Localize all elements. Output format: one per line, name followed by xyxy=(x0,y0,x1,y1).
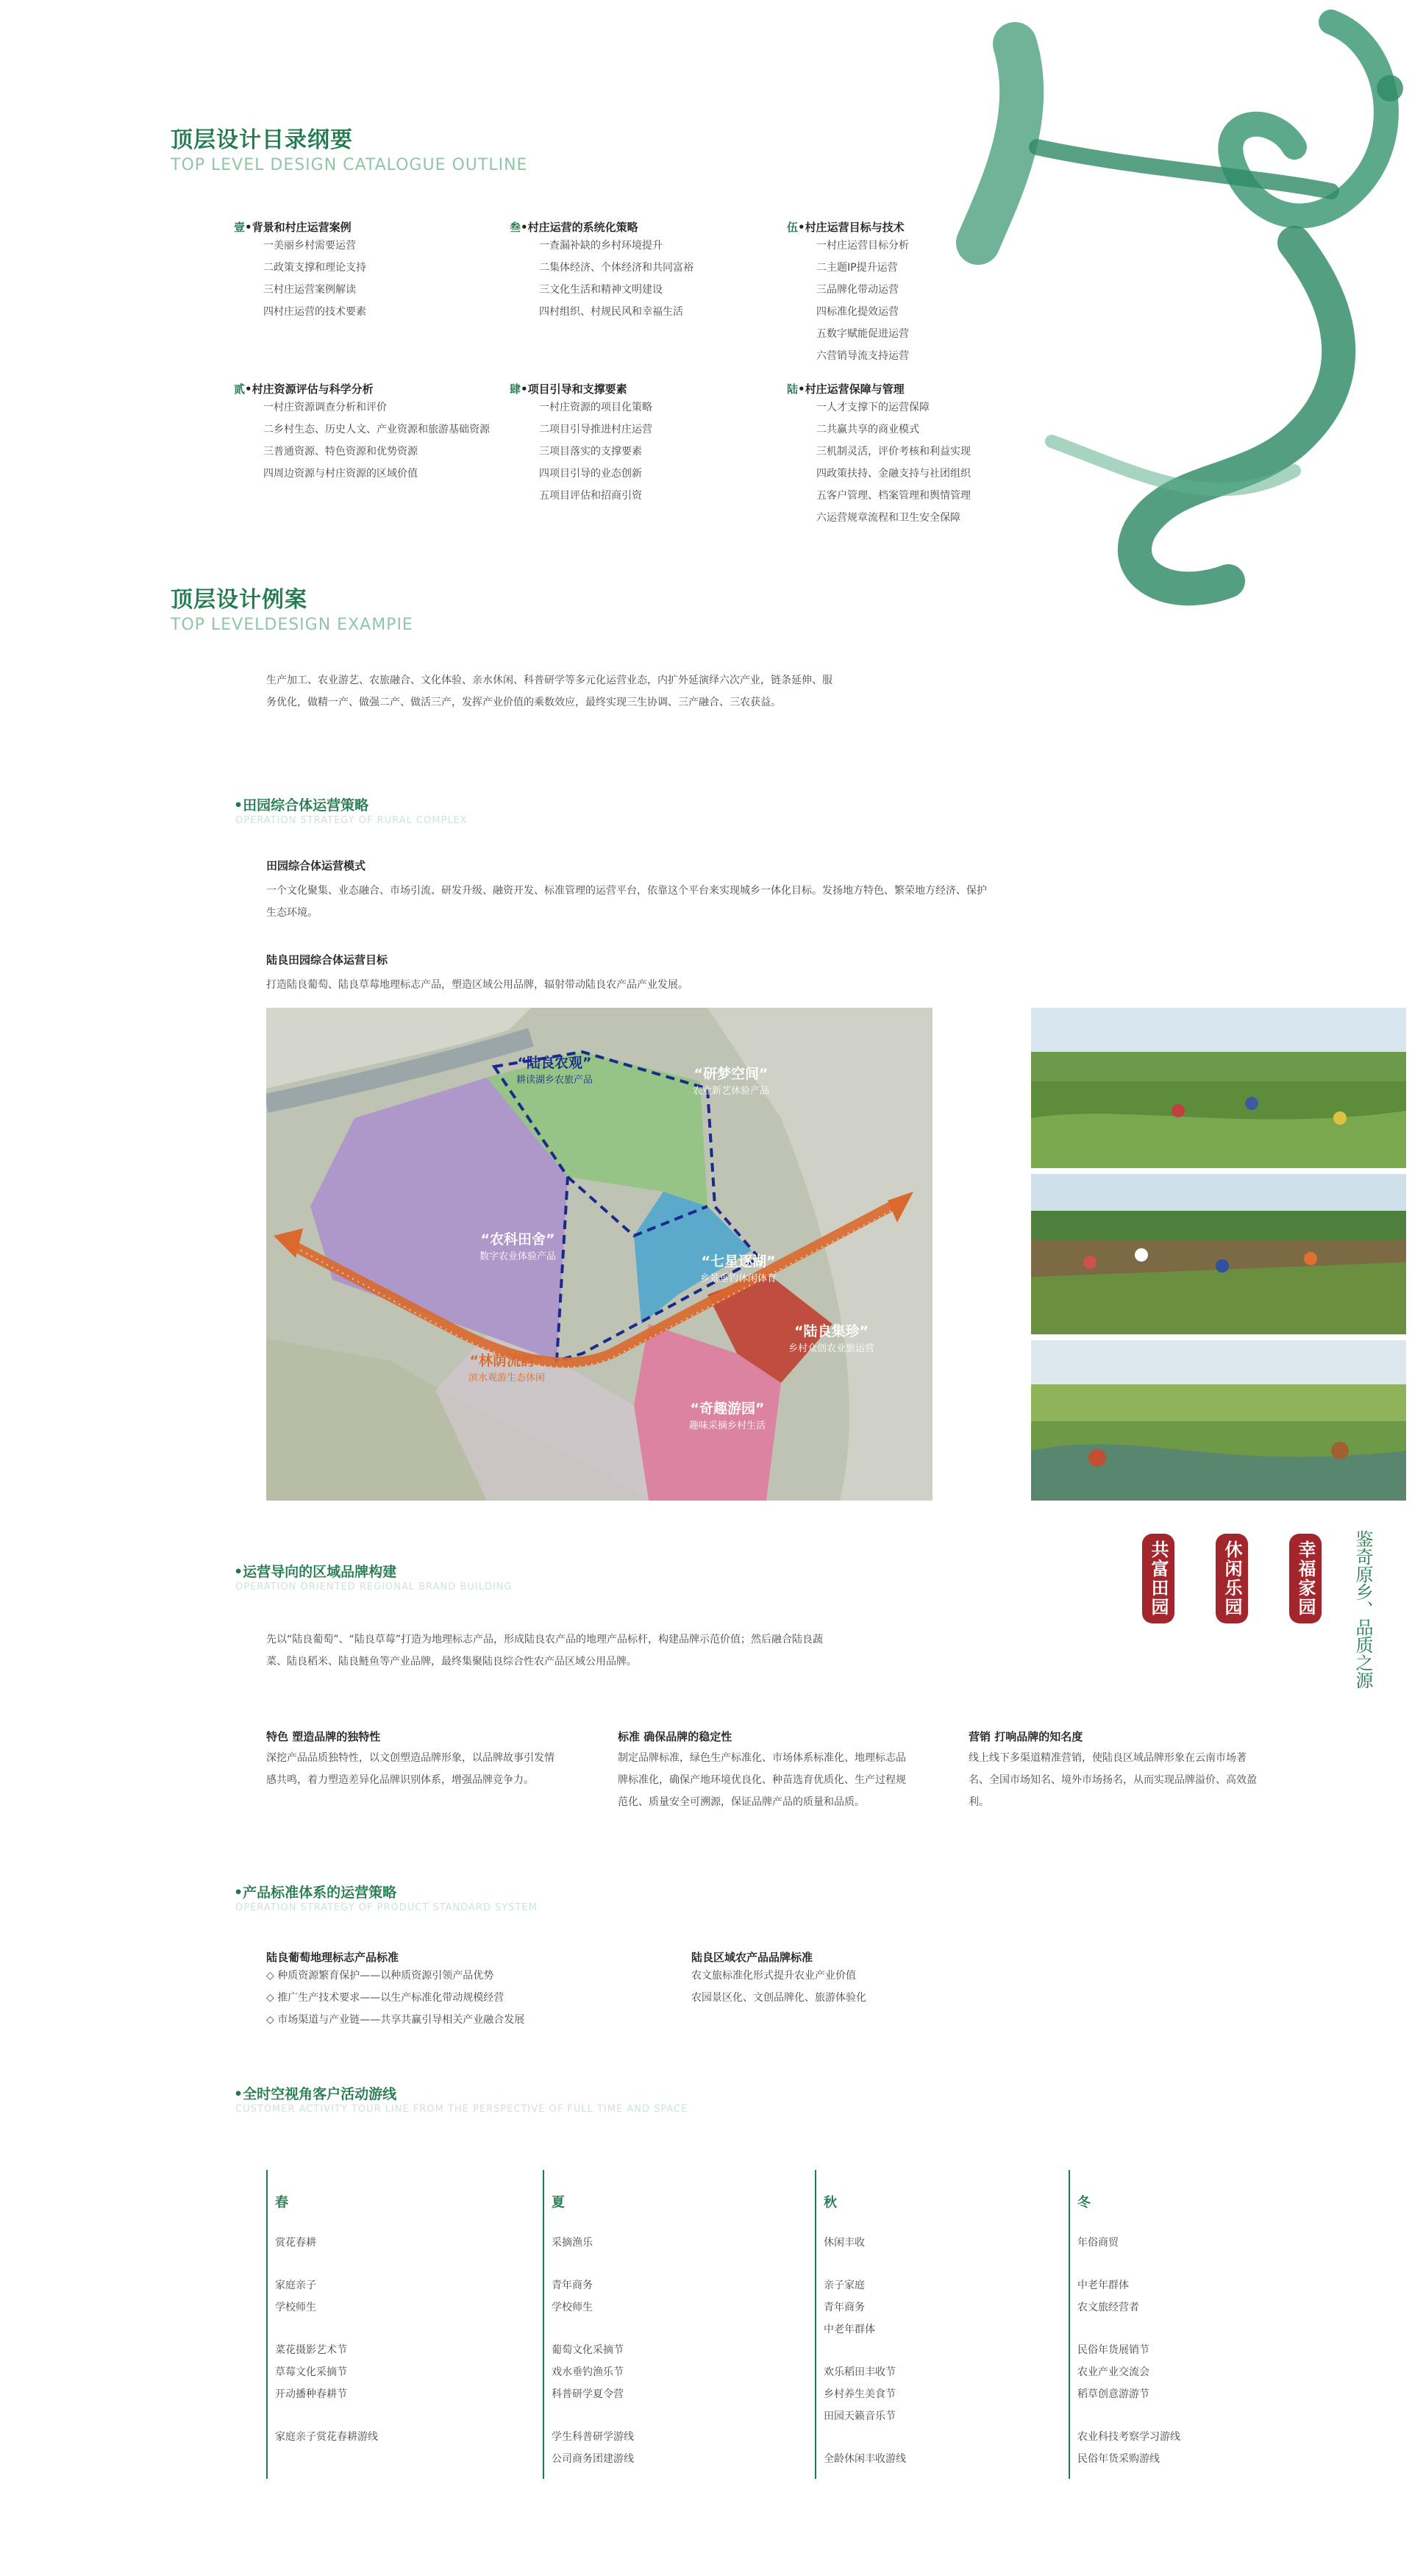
catalog-group-title: •村庄资源评估与科学分析 xyxy=(245,383,374,396)
catalog-item: 五客户管理、档案管理和舆情管理 xyxy=(816,490,971,502)
brand-intro: 先以“陆良葡萄”、“陆良草莓”打造为地理标志产品，形成陆良农产品的地理产品标杆，构建品牌示范价值；然后融合陆良蔬菜、陆良稻米、陆良鲢鱼等产业品牌，最终集聚陆良综合性农产品区域公用品牌。 xyxy=(266,1634,824,1668)
zone-label: “陆良农观” 耕读湖乡农旅产品 xyxy=(516,1055,593,1086)
operation-goal-text: 打造陆良葡萄、陆良草莓地理标志产品，塑造区域公用品牌，辐射带动陆良农产品产业发展。 xyxy=(266,979,688,991)
catalog-group xyxy=(234,381,528,485)
season-column-winter: 冬 年俗商贸 中老年群体 农文旅经营者 民俗年货展销节 农业产业交流会 稻草创意游游节 农业科技考察学习游线 民俗年货采购游线 xyxy=(1069,2170,1298,2479)
catalog-item: 四村组织、村规民风和幸福生活 xyxy=(539,306,683,318)
catalog-item: 四标准化提效运营 xyxy=(816,306,899,318)
catalog-group-title: •项目引导和支撑要素 xyxy=(521,383,627,396)
zone-label: “农科田舍” 数字农业体验产品 xyxy=(479,1231,557,1262)
section-rural-complex-title-en: OPERATION STRATEGY OF RURAL COMPLEX xyxy=(235,815,468,826)
section-brand-title-en: OPERATION ORIENTED REGIONAL BRAND BUILDING xyxy=(235,1581,513,1593)
standard-item: 农文旅标准化形式提升农业产业价值 xyxy=(691,1970,856,1982)
grape-standard-block: 陆良葡萄地理标志产品标准 ◇ 种质资源繁育保护——以种质资源引领产品优势 ◇ 推广生产技术要求——以生产标准化带动规模经营 ◇ 市场渠道与产业链——共享共赢引导相关产业融合发展 xyxy=(266,1949,678,2031)
section-brand-title: •运营导向的区域品牌构建 xyxy=(234,1564,397,1580)
catalog-item: 二主题IP提升运营 xyxy=(816,262,898,274)
brand-column: 标准 确保品牌的稳定性 制定品牌标准，绿色生产标准化、市场体系标准化、地理标志品牌标准化，确保产地环境优良化、种苗选育优质化、生产过程规范化、质量安全可溯源，保证品牌产品的质量和品质。 xyxy=(618,1730,906,1808)
catalog-item: 二共赢共享的商业模式 xyxy=(816,424,919,435)
season-column-autumn: 秋 休闲丰收 亲子家庭 青年商务 中老年群体 欢乐稻田丰收节 乡村养生美食节 田园天籁音乐节 全龄休闲丰收游线 xyxy=(815,2170,1044,2479)
brand-column: 特色 塑造品牌的独特性 深挖产品品质独特性，以文创塑造品牌形象，以品牌故事引发情感共鸣，着力塑造差异化品牌识别体系，增强品牌竞争力。 xyxy=(266,1730,555,1786)
catalog-group-title: •背景和村庄运营案例 xyxy=(245,221,352,234)
zone-label: “奇趣游园” 趣味采摘乡村生活 xyxy=(689,1401,766,1431)
master-plan-svg xyxy=(266,1008,933,1501)
season-name: 冬 xyxy=(1077,2195,1091,2210)
catalog-item: 三普通资源、特色资源和优势资源 xyxy=(263,446,418,458)
catalog-group-number: 肆 xyxy=(510,383,521,396)
catalog-group xyxy=(787,381,1096,529)
catalog-item: 六运营规章流程和卫生安全保障 xyxy=(816,512,960,524)
operation-mode-text: 一个文化聚集、业态融合、市场引流、研发升级、融资开发、标准管理的运营平台，依靠这个平台来实现城乡一体化目标。发扬地方特色、繁荣地方经济、保护生态环境。 xyxy=(266,885,987,919)
standard-item: 农园景区化、文创品牌化、旅游体验化 xyxy=(691,1992,866,2004)
outline-column-1 xyxy=(234,219,528,485)
master-plan-map xyxy=(266,1008,933,1501)
catalog-group-number: 叁 xyxy=(510,221,521,234)
catalog-item: 五数字赋能促进运营 xyxy=(816,328,909,340)
catalog-group xyxy=(510,381,789,507)
operation-mode-title: 田园综合体运营模式 xyxy=(266,859,366,872)
catalog-group-number: 陆 xyxy=(787,383,799,396)
farm-photo-1 xyxy=(1031,1008,1406,1168)
section-rural-complex-title: •田园综合体运营策略 xyxy=(234,797,369,814)
zone-label: “林荫流韵” 滨水观游生态休闲 xyxy=(468,1353,546,1384)
catalog-group-number: 贰 xyxy=(234,383,246,396)
catalog-item: 一村庄资源的项目化策略 xyxy=(539,402,652,413)
slogan-badge: 共富田园 xyxy=(1142,1534,1174,1623)
vertical-slogan: 鉴奇原乡、品质之源 xyxy=(1352,1530,1373,1689)
slogan-badge: 休闲乐园 xyxy=(1216,1534,1248,1623)
standard-item: ◇ 市场渠道与产业链——共享共赢引导相关产业融合发展 xyxy=(266,2014,525,2026)
catalog-item: 三村庄运营案例解读 xyxy=(263,284,356,296)
zone-label: “陆良集珍” 乡村众创农业旅运营 xyxy=(788,1323,875,1354)
catalog-item: 三项目落实的支撑要素 xyxy=(539,446,642,458)
catalog-item: 二集体经济、个体经济和共同富裕 xyxy=(539,262,693,274)
outline-column-3 xyxy=(787,219,1096,529)
season-column-summer: 夏 采摘渔乐 青年商务 学校师生 葡萄文化采摘节 戏水垂钓渔乐节 科普研学夏令营 学生科普研学游线 公司商务团建游线 xyxy=(543,2170,772,2479)
catalog-item: 二政策支撑和理论支持 xyxy=(263,262,366,274)
catalog-item: 六营销导流支持运营 xyxy=(816,350,909,362)
catalog-item: 一村庄资源调查分析和评价 xyxy=(263,402,387,413)
farm-photo-2 xyxy=(1031,1174,1406,1334)
example-intro: 生产加工、农业游艺、农旅融合、文化体验、亲水休闲、科普研学等多元化运营业态，内扩外延演绎六次产业，链条延伸、服务优化，做精一产、做强二产、做活三产，发挥产业价值的乘数效应，最终实现三生协调、三产融合、三农获益。 xyxy=(266,675,832,708)
catalog-item: 二乡村生态、历史人文、产业资源和旅游基础资源 xyxy=(263,424,490,435)
catalog-item: 一村庄运营目标分析 xyxy=(816,240,909,252)
catalog-item: 四村庄运营的技术要素 xyxy=(263,306,366,318)
zone-label: “研梦空间” 农业新艺休验产品 xyxy=(693,1066,770,1097)
catalog-group xyxy=(510,219,789,381)
regional-standard-block: 陆良区域农产品品牌标准 农文旅标准化形式提升农业产业价值 农园景区化、文创品牌化、旅游体验化 xyxy=(691,1949,1103,2009)
season-name: 夏 xyxy=(552,2195,565,2210)
outline-title: 顶层设计目录纲要 xyxy=(171,127,353,153)
standard-item: ◇ 种质资源繁育保护——以种质资源引领产品优势 xyxy=(266,1970,494,1982)
brand-column: 营销 打响品牌的知名度 线上线下多渠道精准营销，使陆良区域品牌形象在云南市场著名、全国市场知名、境外市场扬名，从而实现品牌溢价、高效盈利。 xyxy=(969,1730,1257,1808)
season-name: 春 xyxy=(275,2195,288,2210)
zone-label: “七星逐湖” 乡景垂钓休闲体育 xyxy=(700,1253,777,1284)
catalog-group-title: •村庄运营目标与技术 xyxy=(798,221,905,234)
season-column-spring: 春 赏花春耕 家庭亲子 学校师生 菜花摄影艺术节 草莓文化采摘节 开动播种春耕节 家庭亲子赏花春耕游线 xyxy=(266,2170,496,2479)
catalog-group-title: •村庄运营保障与管理 xyxy=(798,383,905,396)
section-tour-title: •全时空视角客户活动游线 xyxy=(234,2086,397,2102)
catalog-item: 一查漏补缺的乡村环境提升 xyxy=(539,240,663,252)
catalog-item: 三机制灵活，评价考核和利益实现 xyxy=(816,446,971,458)
season-name: 秋 xyxy=(824,2195,837,2210)
catalog-group-title: •村庄运营的系统化策略 xyxy=(521,221,638,234)
example-title-en: TOP LEVELDESIGN EXAMPIE xyxy=(171,616,413,634)
farm-photo-3 xyxy=(1031,1340,1406,1501)
catalog-group xyxy=(234,219,528,381)
outline-title-en: TOP LEVEL DESIGN CATALOGUE OUTLINE xyxy=(171,156,528,174)
outline-column-2 xyxy=(510,219,789,507)
section-standard-title-en: OPERATION STRATEGY OF PRODUCT STANDARD SYSTEM xyxy=(235,1902,538,1913)
catalog-item: 一人才支撑下的运营保障 xyxy=(816,402,930,413)
slogan-badge: 幸福家园 xyxy=(1289,1534,1322,1623)
catalog-item: 三文化生活和精神文明建设 xyxy=(539,284,663,296)
catalog-item: 四项目引导的业态创新 xyxy=(539,468,642,480)
section-tour-title-en: CUSTOMER ACTIVITY TOUR LINE FROM THE PERSPECTIVE OF FULL TIME AND SPACE xyxy=(235,2104,688,2115)
section-standard-title: •产品标准体系的运营策略 xyxy=(234,1885,397,1901)
catalog-item: 三品牌化带动运营 xyxy=(816,284,899,296)
standard-item: ◇ 推广生产技术要求——以生产标准化带动规模经营 xyxy=(266,1992,504,2004)
catalog-group-number: 伍 xyxy=(787,221,799,234)
catalog-item: 五项目评估和招商引资 xyxy=(539,490,642,502)
catalog-item: 四政策扶持、金融支持与社团组织 xyxy=(816,468,971,480)
catalog-item: 一美丽乡村需要运营 xyxy=(263,240,356,252)
example-title: 顶层设计例案 xyxy=(171,587,307,613)
catalog-item: 二项目引导推进村庄运营 xyxy=(539,424,652,435)
catalog-group xyxy=(787,219,1096,381)
catalog-item: 四周边资源与村庄资源的区域价值 xyxy=(263,468,418,480)
catalog-group-number: 壹 xyxy=(234,221,246,234)
operation-goal-title: 陆良田园综合体运营目标 xyxy=(266,953,388,967)
